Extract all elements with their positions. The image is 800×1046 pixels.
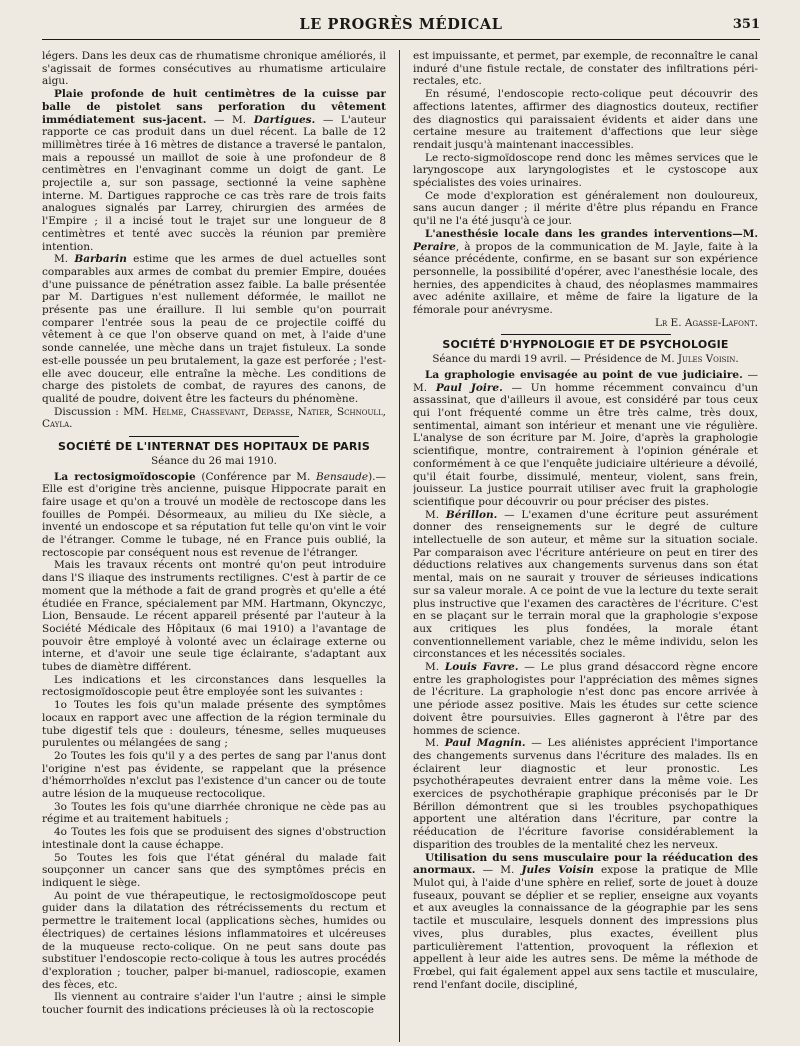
page-number: 351: [732, 17, 760, 32]
section-title-hypnologie: SOCIÉTÉ D'HYPNOLOGIE ET DE PSYCHOLOGIE: [442, 338, 729, 352]
recto-open: (Conférence par M.: [195, 470, 317, 483]
favre-paragraph: [413, 661, 758, 737]
anesthesie-title: L'anesthésie locale dans les grandes interventions: [425, 227, 733, 240]
graphologie-dash: — M.: [413, 368, 758, 394]
graphologie-text: — Un homme récemment convaincu d'un assassinat, que d'ailleurs il avoue, est considéré par tous ceux qui l'ont fréquenté comme un être très calme, très doux, sentimental, aimant son intérieur et menant une vie régulière. L'analyse de son écriture par M. Joire, d'après la graphologie scientifique, montre, contrairement à l'opinion générale et conformément à ce que l'enquête judiciaire ultérieure a dévoilé, qu'il était fourbe, dissimulé, menteur, violent, sans frein, jouisseur. La justice pourrait utiliser avec fruit la graphologie scientifique pour découvrir ou pour préciser des pistes.: [413, 381, 758, 508]
discussion-prefix: Discussion : MM.: [54, 405, 153, 418]
discussion-paragraph: [42, 406, 386, 431]
list-item: 1o Toutes les fois qu'un malade présente des symptômes locaux en rapport avec une affection de la région terminale du tube digestif tels que : douleurs, ténesme, selles muqueuses purulentes ou mélangées de sang ;: [42, 699, 386, 750]
anesthesie-paragraph: [413, 228, 758, 317]
barbarin-name: Barbarin: [74, 253, 127, 266]
anesthesie-text: , à propos de la communication de M. Jayle, faite à la séance précédente, confirme, en se basant sur son expérience personnelle, la possibilité d'opérer, avec l'anesthésie locale, des hernies, des appendicites à chaud, des néoplasmes mammaires avec adénite axillaire, et même de faire la ligature de la fémorale pour anévrysme.: [413, 240, 758, 317]
recto-paragraph: [42, 471, 386, 560]
recto-author: Bensaude: [316, 470, 369, 483]
signature: Lr E. Agasse-Lafont.: [654, 316, 758, 329]
recto-title: La rectosigmoïdoscopie: [54, 470, 196, 483]
journal-title: LE PROGRÈS MÉDICAL: [299, 16, 503, 33]
subtitle-text: Séance du mardi 19 avril. — Présidence de M.: [432, 353, 678, 366]
list-item: 4o Toutes les fois que se produisent des signes d'obstruction intestinale dont la cause échappe.: [42, 826, 386, 851]
berillon-prefix: M.: [425, 508, 446, 521]
berillon-text: — L'examen d'une écriture peut assurément donner des renseignements sur le degré de culture intellectuelle de son auteur, et même sur la situation sociale. Par comparaison avec l'écriture antérieure on peut en tirer des déductions relatives aux changements survenus dans son état mental, mais on ne saurait y trouver de sérieuses indications sur sa valeur morale. A ce point de vue la lecture du texte serait plus instructive que l'examen des caractères de l'écriture. C'est en se plaçant sur le terrain moral que la graphologie s'expose aux critiques les plus fondées, la morale étant conventionnellement variable, chez le même individu, selon les circonstances et les nécessités sociales.: [413, 508, 758, 661]
barbarin-prefix: M.: [54, 253, 75, 266]
plaie-paragraph: [42, 88, 386, 253]
utilisation-mid: — M.: [475, 864, 522, 877]
berillon-name: Bérillon.: [445, 508, 498, 521]
page-header: [42, 12, 760, 42]
magnin-paragraph: [413, 737, 758, 851]
list-item: 2o Toutes les fois qu'il y a des pertes de sang par l'anus dont l'origine n'est pas évidente, se rappelant que la présence d'hémorrhoïdes n'exclut pas l'existence d'un cancer ou de toute autre lésion de la muqueuse rectocolique.: [42, 749, 386, 801]
favre-text: — Le plus grand désaccord règne encore entre les graphologistes pour l'appréciation des mêmes signes de l'écriture. La graphologie n'est donc pas encore arrivée à une période assez positive. Mais les études sur cette science doivent être poursuivies. Elles gagneront à l'être par des hommes de science.: [413, 661, 758, 737]
section-subtitle-hypnologie: [413, 353, 758, 366]
paragraph: Ils viennent au contraire s'aider l'un l'autre ; ainsi le simple toucher fournit des indications précieuses là où la rectoscopie: [42, 991, 386, 1017]
plaie-dash: — M.: [206, 113, 254, 126]
plaie-author: Dartigues.: [253, 113, 316, 126]
list-item: 3o Toutes les fois qu'une diarrhée chronique ne cède pas au régime et au traitement habituels ;: [42, 800, 386, 826]
column-divider: [399, 50, 400, 1042]
barbarin-paragraph: [42, 253, 386, 405]
anesthesie-mid: —M.: [732, 227, 758, 240]
magnin-prefix: M.: [425, 737, 445, 750]
berillon-paragraph: [413, 509, 758, 661]
right-column: [413, 50, 758, 1042]
paragraph: Le recto-sigmoïdoscope rend donc les mêmes services que le laryngoscope aux laryngologistes et le cystoscope aux spécialistes des voies urinaires.: [413, 151, 758, 190]
anesthesie-author: Peraire: [413, 240, 456, 253]
list-item: 5o Toutes les fois que l'état général du malade fait soupçonner un cancer sans que des symptômes précis en indiquent le siège.: [42, 851, 386, 889]
paragraph: est impuissante, et permet, par exemple, de reconnaître le canal induré d'une fistule rectale, de constater des infiltrations péri-rectales, etc.: [413, 50, 758, 88]
paragraph: Ce mode d'exploration est généralement non douloureux, sans aucun danger ; il mérite d'être plus répandu en France qu'il ne l'a été jusqu'à ce jour.: [413, 189, 758, 228]
left-column: [42, 50, 386, 1042]
header-rule: [42, 39, 760, 40]
favre-prefix: M.: [425, 661, 445, 674]
section-rule: [129, 436, 299, 437]
utilisation-text: expose la pratique de Mlle Mulot qui, à l'aide d'une sphère en relief, sorte de jouet à douze fuseaux, pouvant se déplier et se replier, enseigne aux voyants et aux aveugles la connaissance de la géographie par les sens tactile et musculaire, lesquels donnent des impressions plus vives, plus durables, plus exactes, éveillent plus particulièrement l'attention, provoquent la réflexion et appellent à leur aide les autres sens. De même la méthode de Frœbel, qui fait également appel aux sens tactile et musculaire, rend l'enfant docile, discipliné,: [413, 864, 758, 991]
paragraph: En résumé, l'endoscopie recto-colique peut découvrir des affections latentes, affirmer des diagnostics douteux, rectifier des diagnostics qui paraissaient évidents et aider dans une certaine mesure au traitement d'affections que leur siège rendait jusqu'à maintenant inaccessibles.: [413, 88, 758, 151]
paragraph: Les indications et les circonstances dans lesquelles la rectosigmoïdoscopie peut être employée sont les suivantes :: [42, 673, 386, 699]
favre-name: Louis Favre.: [444, 661, 519, 674]
magnin-name: Paul Magnin.: [444, 737, 526, 750]
section-subtitle-internat: Séance du 26 mai 1910.: [151, 454, 277, 467]
paragraph: Mais les travaux récents ont montré qu'on peut introduire dans l'S iliaque des instruments rectilignes. C'est à partir de ce moment que la méthode a fait de grand progrès et qu'elle a été étudiée en France, spécialement par MM. Hartmann, Okynczyc, Lion, Bensaude. Le récent appareil présenté par l'auteur à la Société Médicale des Hôpitaux (6 mai 1910) a l'avantage de pouvoir être employé à volonté avec un éclairage externe ou interne, et d'avoir une seule tige éclairante, s'adaptant aux tubes de diamètre différent.: [42, 559, 386, 674]
paragraph: Au point de vue thérapeutique, le rectosigmoïdoscope peut guider dans la dilatation des rétrécissements du rectum et permettre le traitement local (applications sèches, humides ou électriques) de certaines lésions inflammatoires et ulcéreuses de la muqueuse recto-colique. On ne peut sans doute pas substituer l'endoscopie recto-colique à tous les autres procédés d'exploration ; toucher, palper bi-manuel, radioscopie, examen des fèces, etc.: [42, 889, 386, 991]
discussion-names: Helme, Chassevant, Depasse, Natier, Schnoull, Cayla.: [42, 405, 386, 431]
intro-paragraph: légers. Dans les deux cas de rhumatisme chronique améliorés, il s'agissait de formes consécutives au rhumatisme articulaire aigu.: [42, 50, 386, 88]
barbarin-text: estime que les armes de duel actuelles sont comparables aux armes de combat du premier Empire, douées d'une puissance de pénétration assez faible. La balle présentée par M. Dartigues n'est nullement déformée, le maillot ne présente pas une éraillure. Il lui semble qu'on pourrait comparer l'entrée sous la peau de ce projectile coiffé du vêtement à ce que l'on observe quand on met, à l'aide d'une sonde cannelée, une mèche dans un trajet fistuleux. La sonde est-elle poussée un peu brutalement, la gaze est perforée ; l'est-elle avec douceur, elle entraîne la mèche. Les conditions de charge des pistolets de combat, de rayures des canons, de qualité de poudre, doivent être les facteurs du phénomène.: [42, 253, 386, 405]
plaie-title: Plaie profonde de huit centimètres de la cuisse par balle de pistolet sans perforation du vêtement immédiatement sus-jacent.: [42, 88, 386, 126]
president-name: Jules Voisin.: [677, 353, 739, 366]
section-rule: [501, 334, 671, 335]
graphologie-paragraph: [413, 369, 758, 509]
plaie-text: — L'auteur rapporte ce cas produit dans un duel récent. La balle de 12 millimètres tirée à 16 mètres de distance a traversé le pantalon, mais a repoussé un maillot de soie à une profondeur de 8 centimètres en l'envaginant comme un doigt de gant. Le projectile a, sur son passage, sectionné la veine saphène interne. M. Dartigues rapproche ce cas très rare de trois faits analogues signalés par Larrey, chirurgien des armées de l'Empire ; il a incisé tout le trajet sur une longueur de 8 centimètres et tenté avec succès la réunion par première intention.: [42, 113, 386, 253]
magnin-text: — Les aliénistes apprécient l'importance des changements survenus dans l'écriture des malades. Ils en éclairent leur diagnostic et leur pronostic. Les psychothérapeutes devraient entrer dans la même voie. Les exercices de psychothérapie graphique préconisés par le Dr Bérillon démontrent que si les troubles psychopathiques apportent une altération dans l'écriture, par contre la rééducation de l'écriture favorise considérablement la disparition des troubles de la mentalité chez les nerveux.: [413, 737, 758, 851]
utilisation-author: Jules Voisin: [521, 864, 594, 877]
utilisation-paragraph: [413, 852, 758, 992]
section-title-internat: SOCIÉTÉ DE L'INTERNAT DES HOPITAUX DE PARIS: [58, 440, 370, 454]
recto-text: ).—Elle est d'origine très ancienne, puisque Hippocrate parait en faire usage et qu'on a trouvé un modèle de rectoscope dans les fouilles de Pompéi. Désormeaux, au milieu du IXe siècle, a inventé un endoscope et sa réputation fut telle qu'on vint le voir de l'étranger. Comme le tubage, né en France puis oublié, la rectoscopie par conséquent nous est revenue de l'étranger.: [42, 470, 386, 559]
graphologie-author: Paul Joire.: [435, 381, 503, 394]
utilisation-title: Utilisation du sens musculaire pour la rééducation des anormaux.: [413, 851, 758, 877]
graphologie-title: La graphologie envisagée au point de vue judiciaire.: [425, 368, 743, 381]
